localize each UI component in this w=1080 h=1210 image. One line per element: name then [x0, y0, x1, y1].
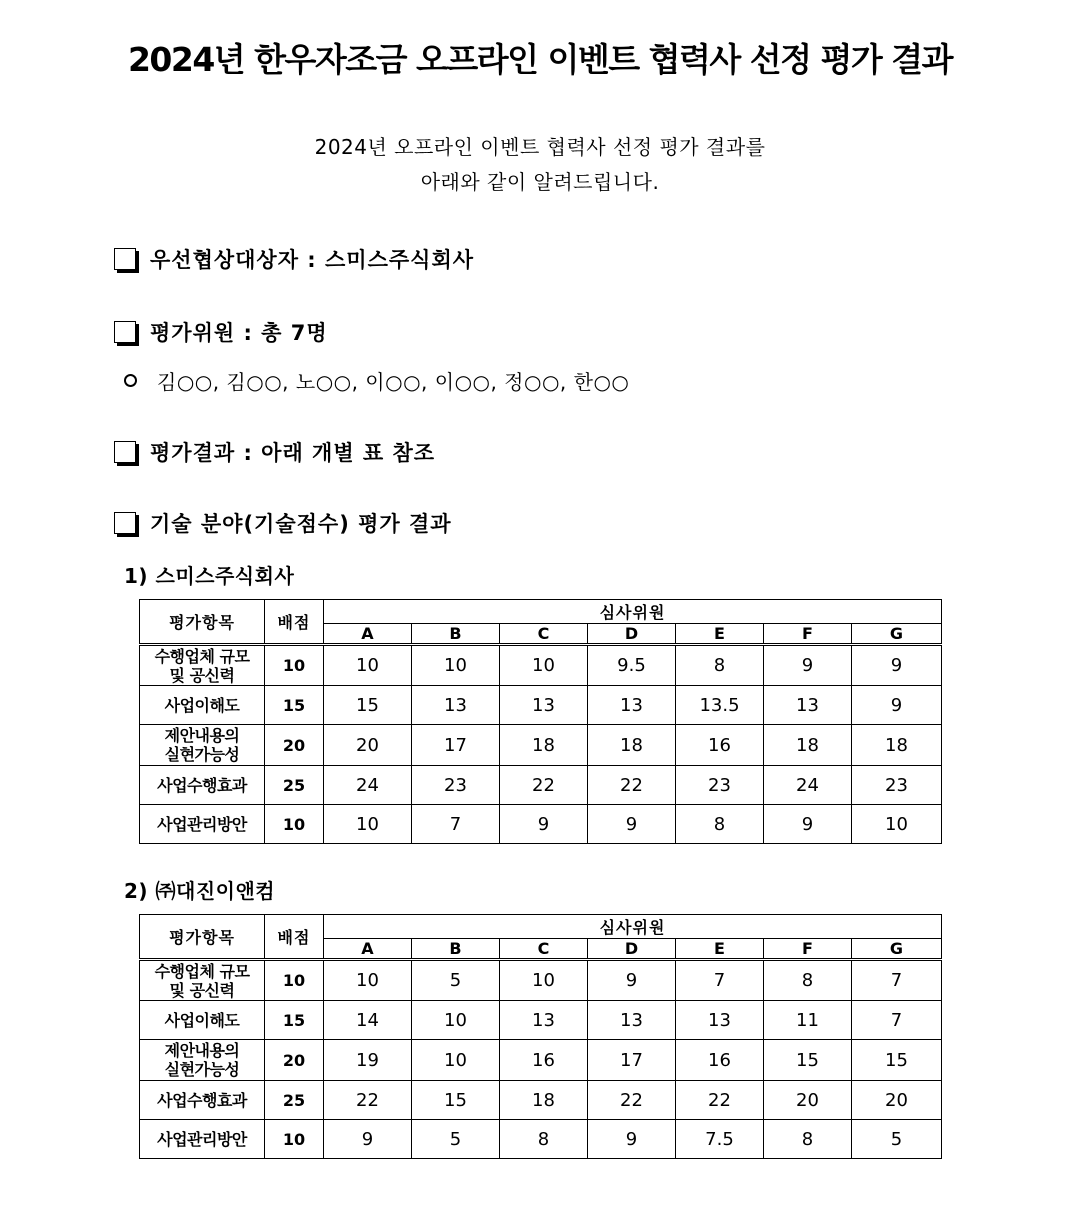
judge-score-b: 13 — [412, 686, 500, 725]
judge-score-d: 9 — [588, 805, 676, 844]
evaluation-item-line-1: 사업수행효과 — [157, 1090, 247, 1110]
evaluation-item-line-1: 제안내용의 — [164, 1041, 240, 1060]
header-judge-a: A — [324, 624, 412, 645]
max-points: 10 — [265, 805, 324, 844]
header-judges: 심사위원 — [324, 915, 942, 939]
header-judge-b: B — [412, 624, 500, 645]
evaluation-item-line-1: 사업관리방안 — [157, 1129, 247, 1149]
judge-score-e: 23 — [676, 766, 764, 805]
header-evaluation-item: 평가항목 — [140, 915, 265, 960]
evaluation-item-line-1: 사업이해도 — [164, 695, 240, 715]
document-title: 2024년 한우자조금 오프라인 이벤트 협력사 선정 평가 결과 — [127, 40, 953, 79]
judge-score-d: 13 — [588, 686, 676, 725]
judge-score-d: 9 — [588, 1120, 676, 1159]
judge-score-f: 13 — [764, 686, 852, 725]
header-points: 배점 — [265, 915, 324, 960]
score-table-company-1 — [139, 599, 942, 844]
judge-score-e: 16 — [676, 725, 764, 766]
judge-score-b: 10 — [412, 1001, 500, 1040]
judge-score-d: 9.5 — [588, 645, 676, 686]
judge-score-c: 18 — [500, 1081, 588, 1120]
header-judge-a: A — [324, 939, 412, 960]
judge-score-a: 14 — [324, 1001, 412, 1040]
evaluation-item — [140, 686, 265, 725]
judge-score-d: 9 — [588, 960, 676, 1001]
company-2-heading: 2) ㈜대진이앤컴 — [124, 879, 276, 903]
max-points: 15 — [265, 686, 324, 725]
judge-score-c: 13 — [500, 1001, 588, 1040]
evaluation-item-line-1: 수행업체 규모 — [154, 646, 250, 666]
judge-score-c: 10 — [500, 960, 588, 1001]
judge-score-b: 10 — [412, 645, 500, 686]
intro-line-2: 아래와 같이 알려드립니다. — [420, 170, 660, 194]
table-row — [140, 960, 942, 1001]
judge-score-g: 5 — [852, 1120, 942, 1159]
judge-score-a: 9 — [324, 1120, 412, 1159]
judge-score-g: 9 — [852, 645, 942, 686]
judge-score-f: 11 — [764, 1001, 852, 1040]
checkbox-square-icon — [114, 321, 136, 343]
table-row — [140, 1040, 942, 1081]
section-priority-negotiator — [114, 244, 474, 274]
judge-score-f: 20 — [764, 1081, 852, 1120]
header-judge-f: F — [764, 624, 852, 645]
max-points: 20 — [265, 1040, 324, 1081]
header-judge-c: C — [500, 939, 588, 960]
judge-score-f: 8 — [764, 1120, 852, 1159]
max-points: 25 — [265, 766, 324, 805]
committee-members-text: 김○○, 김○○, 노○○, 이○○, 이○○, 정○○, 한○○ — [157, 370, 630, 394]
table-row — [140, 725, 942, 766]
header-judge-e: E — [676, 939, 764, 960]
header-judge-d: D — [588, 939, 676, 960]
section-technical-result — [114, 508, 452, 538]
evaluation-item — [140, 766, 265, 805]
checkbox-square-icon — [114, 441, 136, 463]
judge-score-a: 22 — [324, 1081, 412, 1120]
evaluation-item-line-2: 및 공신력 — [169, 665, 235, 685]
judge-score-e: 13.5 — [676, 686, 764, 725]
judge-score-a: 20 — [324, 725, 412, 766]
judge-score-b: 23 — [412, 766, 500, 805]
header-judge-d: D — [588, 624, 676, 645]
table-row — [140, 766, 942, 805]
judge-score-d: 17 — [588, 1040, 676, 1081]
judge-score-a: 10 — [324, 960, 412, 1001]
hollow-circle-bullet-icon — [124, 374, 137, 387]
intro-line-1: 2024년 오프라인 이벤트 협력사 선정 평가 결과를 — [314, 135, 766, 159]
judge-score-f: 24 — [764, 766, 852, 805]
header-judge-e: E — [676, 624, 764, 645]
header-points: 배점 — [265, 600, 324, 645]
judge-score-b: 10 — [412, 1040, 500, 1081]
table-row — [140, 1001, 942, 1040]
judge-score-g: 18 — [852, 725, 942, 766]
evaluation-item — [140, 805, 265, 844]
evaluation-item-line-2: 실현가능성 — [164, 1060, 240, 1079]
score-table-company-2 — [139, 914, 942, 1159]
judge-score-c: 13 — [500, 686, 588, 725]
section-evaluation-committee — [114, 317, 328, 347]
evaluation-item — [140, 960, 265, 1001]
judge-score-f: 15 — [764, 1040, 852, 1081]
judge-score-c: 9 — [500, 805, 588, 844]
judge-score-g: 10 — [852, 805, 942, 844]
max-points: 10 — [265, 960, 324, 1001]
section-committee-text: 평가위원 : 총 7명 — [150, 321, 328, 345]
judge-score-f: 9 — [764, 805, 852, 844]
judge-score-g: 15 — [852, 1040, 942, 1081]
header-judges: 심사위원 — [324, 600, 942, 624]
judge-score-e: 16 — [676, 1040, 764, 1081]
header-judge-g: G — [852, 624, 942, 645]
section-evaluation-result — [114, 437, 435, 467]
judge-score-c: 22 — [500, 766, 588, 805]
evaluation-item-line-2: 실현가능성 — [164, 745, 240, 764]
table-row — [140, 805, 942, 844]
judge-score-d: 13 — [588, 1001, 676, 1040]
max-points: 25 — [265, 1081, 324, 1120]
table-row — [140, 1120, 942, 1159]
section-technical-text: 기술 분야(기술점수) 평가 결과 — [150, 512, 452, 536]
judge-score-c: 16 — [500, 1040, 588, 1081]
evaluation-item — [140, 1120, 265, 1159]
judge-score-f: 9 — [764, 645, 852, 686]
evaluation-item-line-1: 사업이해도 — [164, 1010, 240, 1030]
committee-members — [124, 366, 629, 395]
judge-score-e: 8 — [676, 805, 764, 844]
judge-score-g: 20 — [852, 1081, 942, 1120]
judge-score-b: 5 — [412, 960, 500, 1001]
header-judge-c: C — [500, 624, 588, 645]
judge-score-a: 10 — [324, 805, 412, 844]
judge-score-b: 7 — [412, 805, 500, 844]
judge-score-c: 18 — [500, 725, 588, 766]
judge-score-e: 13 — [676, 1001, 764, 1040]
evaluation-item-line-2: 및 공신력 — [169, 980, 235, 1000]
max-points: 15 — [265, 1001, 324, 1040]
max-points: 10 — [265, 1120, 324, 1159]
header-judge-b: B — [412, 939, 500, 960]
evaluation-item-line-1: 사업관리방안 — [157, 814, 247, 834]
judge-score-f: 18 — [764, 725, 852, 766]
judge-score-d: 22 — [588, 766, 676, 805]
judge-score-e: 7 — [676, 960, 764, 1001]
evaluation-item — [140, 1040, 265, 1081]
judge-score-g: 7 — [852, 1001, 942, 1040]
section-result-text: 평가결과 : 아래 개별 표 참조 — [150, 441, 436, 465]
judge-score-b: 17 — [412, 725, 500, 766]
judge-score-a: 24 — [324, 766, 412, 805]
company-1-heading: 1) 스미스주식회사 — [124, 564, 295, 588]
judge-score-a: 19 — [324, 1040, 412, 1081]
judge-score-g: 23 — [852, 766, 942, 805]
judge-score-g: 7 — [852, 960, 942, 1001]
checkbox-square-icon — [114, 248, 136, 270]
judge-score-e: 7.5 — [676, 1120, 764, 1159]
judge-score-c: 10 — [500, 645, 588, 686]
judge-score-b: 5 — [412, 1120, 500, 1159]
header-judge-g: G — [852, 939, 942, 960]
evaluation-item — [140, 725, 265, 766]
judge-score-a: 10 — [324, 645, 412, 686]
judge-score-c: 8 — [500, 1120, 588, 1159]
judge-score-a: 15 — [324, 686, 412, 725]
evaluation-item-line-1: 수행업체 규모 — [154, 961, 250, 981]
judge-score-d: 22 — [588, 1081, 676, 1120]
header-judge-f: F — [764, 939, 852, 960]
evaluation-item-line-1: 제안내용의 — [164, 726, 240, 745]
judge-score-e: 8 — [676, 645, 764, 686]
judge-score-g: 9 — [852, 686, 942, 725]
table-row — [140, 686, 942, 725]
max-points: 10 — [265, 645, 324, 686]
section-priority-text: 우선협상대상자 : 스미스주식회사 — [150, 248, 475, 272]
judge-score-b: 15 — [412, 1081, 500, 1120]
evaluation-item — [140, 1081, 265, 1120]
checkbox-square-icon — [114, 512, 136, 534]
judge-score-e: 22 — [676, 1081, 764, 1120]
table-row — [140, 1081, 942, 1120]
header-evaluation-item: 평가항목 — [140, 600, 265, 645]
evaluation-item — [140, 645, 265, 686]
max-points: 20 — [265, 725, 324, 766]
judge-score-d: 18 — [588, 725, 676, 766]
intro-text — [0, 130, 1080, 200]
evaluation-item — [140, 1001, 265, 1040]
table-row — [140, 645, 942, 686]
evaluation-item-line-1: 사업수행효과 — [157, 775, 247, 795]
judge-score-f: 8 — [764, 960, 852, 1001]
